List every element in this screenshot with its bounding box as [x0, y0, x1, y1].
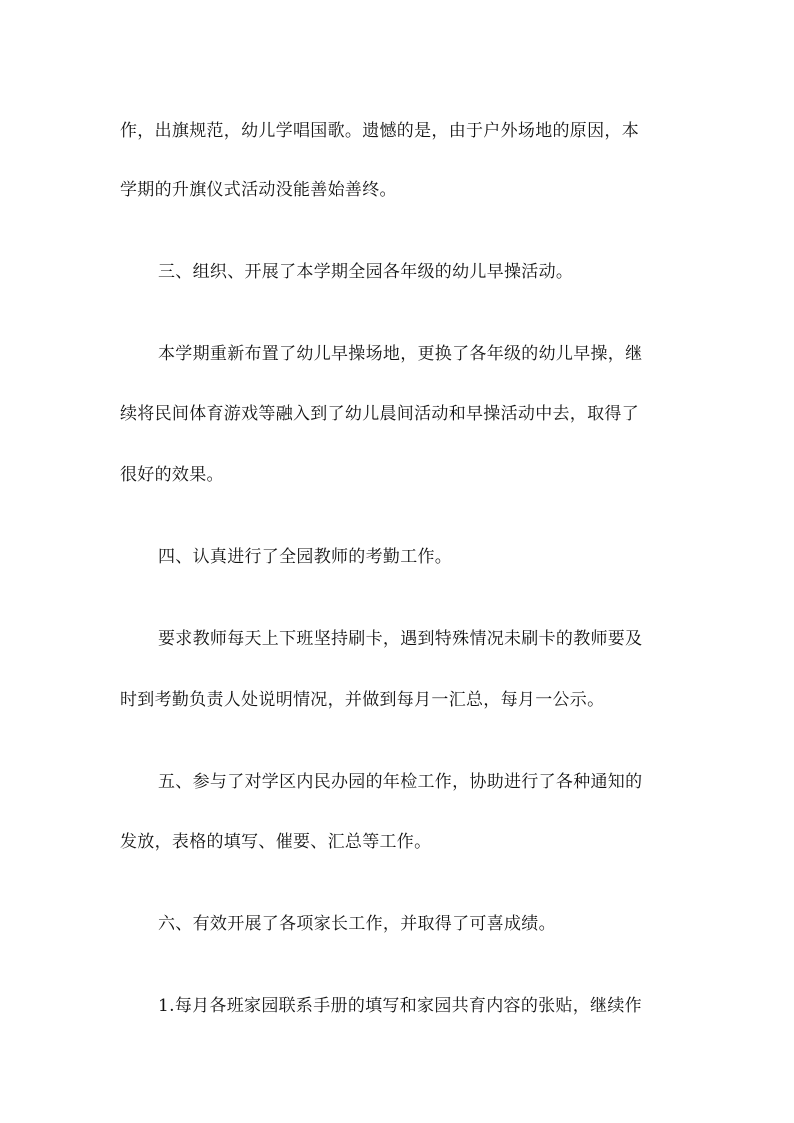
text-line: 时到考勤负责人处说明情况，并做到每月一汇总，每月一公示。 [120, 690, 605, 710]
text-line: 很好的效果。 [120, 465, 224, 485]
text-line: 续将民间体育游戏等融入到了幼儿晨间活动和早操活动中去，取得了 [120, 404, 639, 424]
text-line: 作，出旗规范，幼儿学唱国歌。遗憾的是，由于户外场地的原因，本 [120, 121, 639, 141]
text-line: 发放，表格的填写、催要、汇总等工作。 [120, 832, 432, 852]
section-heading-5: 五、参与了对学区内民办园的年检工作，协助进行了各种通知的 [158, 772, 643, 792]
list-item-1: 1.每月各班家园联系手册的填写和家园共育内容的张贴，继续作 [158, 996, 642, 1016]
text-line: 学期的升旗仪式活动没能善始善终。 [120, 180, 397, 200]
section-heading-3: 三、组织、开展了本学期全园各年级的幼儿早操活动。 [158, 262, 574, 282]
section-heading-4: 四、认真进行了全园教师的考勤工作。 [158, 547, 453, 567]
section-heading-6: 六、有效开展了各项家长工作，并取得了可喜成绩。 [158, 914, 556, 934]
text-line: 本学期重新布置了幼儿早操场地，更换了各年级的幼儿早操，继 [158, 344, 643, 364]
text-line: 要求教师每天上下班坚持刷卡，遇到特殊情况未刷卡的教师要及 [158, 629, 643, 649]
